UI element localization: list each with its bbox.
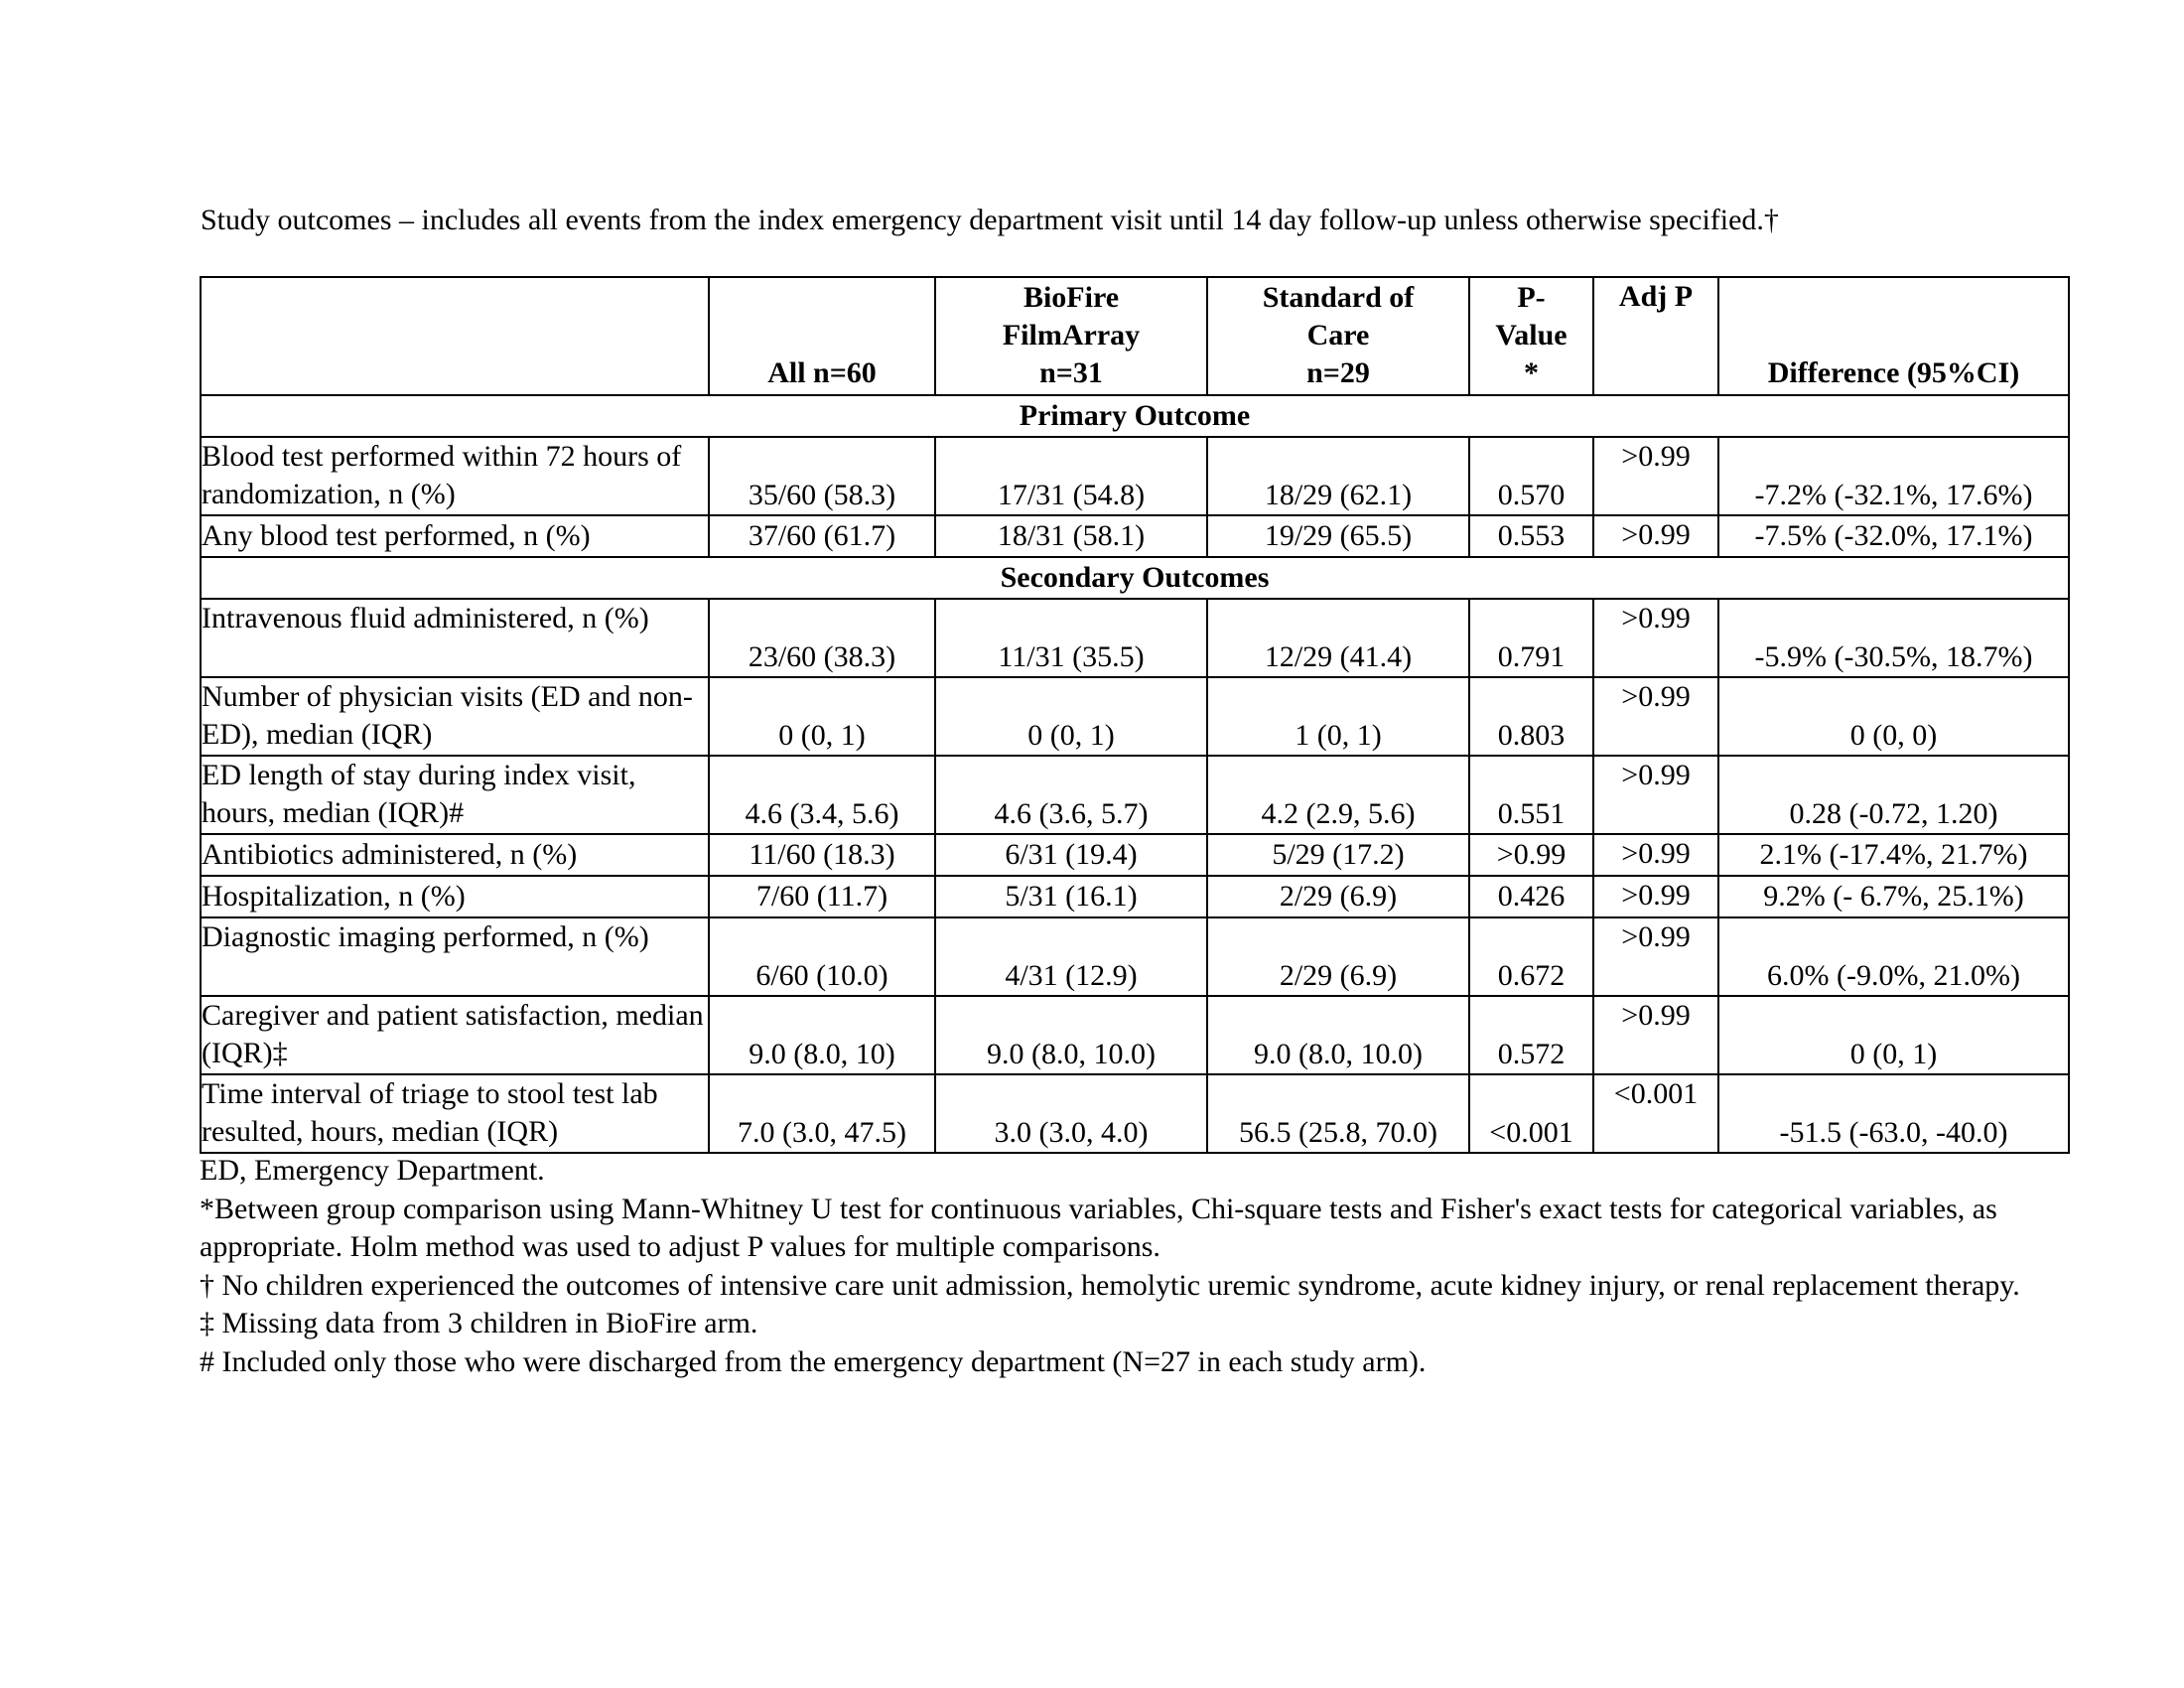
cell-biofire: 11/31 (35.5) [935, 599, 1207, 677]
table-row [201, 437, 2069, 515]
cell-all: 7.0 (3.0, 47.5) [709, 1074, 935, 1153]
cell-standard-of-care: 5/29 (17.2) [1207, 834, 1469, 876]
cell-standard-of-care: 9.0 (8.0, 10.0) [1207, 996, 1469, 1074]
outcome-label: ED length of stay during index visit, hours, median (IQR)# [201, 756, 709, 834]
header-p-line3: * [1524, 356, 1539, 389]
cell-all: 0 (0, 1) [709, 677, 935, 756]
cell-p-value: <0.001 [1469, 1074, 1593, 1153]
cell-all: 23/60 (38.3) [709, 599, 935, 677]
cell-biofire: 4/31 (12.9) [935, 917, 1207, 996]
cell-p-value: 0.791 [1469, 599, 1593, 677]
cell-adj-p: >0.99 [1593, 599, 1718, 677]
cell-all: 37/60 (61.7) [709, 515, 935, 557]
cell-adj-p: >0.99 [1593, 756, 1718, 834]
table-body [201, 395, 2069, 1153]
header-soc-line1: Standard of [1262, 281, 1415, 314]
table-row [201, 834, 2069, 876]
cell-difference: -5.9% (-30.5%, 18.7%) [1718, 599, 2069, 677]
outcomes-table [200, 276, 2070, 1154]
cell-p-value: 0.551 [1469, 756, 1593, 834]
cell-standard-of-care: 19/29 (65.5) [1207, 515, 1469, 557]
header-soc-line2: Care [1306, 319, 1370, 352]
cell-p-value: 0.672 [1469, 917, 1593, 996]
cell-all: 4.6 (3.4, 5.6) [709, 756, 935, 834]
cell-difference: -7.2% (-32.1%, 17.6%) [1718, 437, 2069, 515]
cell-p-value: 0.570 [1469, 437, 1593, 515]
cell-adj-p: >0.99 [1593, 996, 1718, 1074]
header-p-line1: P- [1517, 281, 1546, 314]
header-row [201, 277, 2069, 395]
cell-standard-of-care: 12/29 (41.4) [1207, 599, 1469, 677]
cell-standard-of-care: 4.2 (2.9, 5.6) [1207, 756, 1469, 834]
table-row [201, 996, 2069, 1074]
cell-adj-p: >0.99 [1593, 876, 1718, 917]
table-row [201, 876, 2069, 917]
cell-standard-of-care: 56.5 (25.8, 70.0) [1207, 1074, 1469, 1153]
cell-biofire: 6/31 (19.4) [935, 834, 1207, 876]
header-difference-label: Difference (95%CI) [1767, 356, 2020, 389]
cell-biofire: 17/31 (54.8) [935, 437, 1207, 515]
header-all [709, 277, 935, 395]
cell-p-value: >0.99 [1469, 834, 1593, 876]
cell-all: 11/60 (18.3) [709, 834, 935, 876]
footnote-hash: # Included only those who were discharged from the emergency department (N=27 in each study arm). [200, 1344, 1427, 1378]
cell-standard-of-care: 18/29 (62.1) [1207, 437, 1469, 515]
header-biofire-line1: BioFire [1023, 281, 1120, 314]
header-soc-line3: n=29 [1306, 356, 1370, 389]
cell-p-value: 0.803 [1469, 677, 1593, 756]
cell-standard-of-care: 2/29 (6.9) [1207, 876, 1469, 917]
header-biofire [935, 277, 1207, 395]
header-difference [1718, 277, 2069, 395]
footnote-statistics: *Between group comparison using Mann-Whitney U test for continuous variables, Chi-square tests and Fisher's exact tests for categorical variables, as appropriate. Holm method was used to adjust P values for multiple comparisons. [200, 1192, 1997, 1263]
header-p-value [1469, 277, 1593, 395]
cell-adj-p: >0.99 [1593, 515, 1718, 557]
footnote-dagger: † No children experienced the outcomes of intensive care unit admission, hemolytic uremic syndrome, acute kidney injury, or renal replacement therapy. [200, 1268, 2020, 1302]
section-row [201, 557, 2069, 599]
footnote-double-dagger: ‡ Missing data from 3 children in BioFire arm. [200, 1307, 758, 1339]
header-blank [201, 277, 709, 395]
header-all-label: All n=60 [767, 356, 877, 389]
table-row [201, 917, 2069, 996]
header-standard-of-care [1207, 277, 1469, 395]
cell-p-value: 0.426 [1469, 876, 1593, 917]
outcome-label: Caregiver and patient satisfaction, median (IQR)‡ [201, 996, 709, 1074]
outcome-label: Intravenous fluid administered, n (%) [201, 599, 709, 677]
table-row [201, 515, 2069, 557]
cell-difference: -51.5 (-63.0, -40.0) [1718, 1074, 2069, 1153]
table-row [201, 599, 2069, 677]
table-caption: Study outcomes – includes all events from the index emergency department visit until 14 day follow-up unless otherwise specified.† [201, 204, 1779, 236]
cell-all: 9.0 (8.0, 10) [709, 996, 935, 1074]
cell-all: 35/60 (58.3) [709, 437, 935, 515]
header-p-line2: Value [1495, 319, 1568, 352]
header-biofire-line2: FilmArray [1002, 319, 1141, 352]
table-row [201, 1074, 2069, 1153]
cell-p-value: 0.572 [1469, 996, 1593, 1074]
cell-all: 7/60 (11.7) [709, 876, 935, 917]
header-adj-p [1593, 277, 1718, 395]
outcome-label: Time interval of triage to stool test lab resulted, hours, median (IQR) [201, 1074, 709, 1153]
cell-difference: -7.5% (-32.0%, 17.1%) [1718, 515, 2069, 557]
footnotes [200, 1152, 2086, 1381]
outcome-label: Any blood test performed, n (%) [201, 515, 709, 557]
section-title: Primary Outcome [201, 395, 2069, 437]
outcome-label: Hospitalization, n (%) [201, 876, 709, 917]
table-row [201, 677, 2069, 756]
cell-biofire: 3.0 (3.0, 4.0) [935, 1074, 1207, 1153]
cell-biofire: 5/31 (16.1) [935, 876, 1207, 917]
cell-adj-p: >0.99 [1593, 437, 1718, 515]
cell-difference: 9.2% (- 6.7%, 25.1%) [1718, 876, 2069, 917]
cell-p-value: 0.553 [1469, 515, 1593, 557]
cell-adj-p: >0.99 [1593, 677, 1718, 756]
header-adj-p-label: Adj P [1618, 280, 1694, 313]
outcome-label: Number of physician visits (ED and non-ED), median (IQR) [201, 677, 709, 756]
cell-standard-of-care: 1 (0, 1) [1207, 677, 1469, 756]
cell-biofire: 4.6 (3.6, 5.7) [935, 756, 1207, 834]
section-row [201, 395, 2069, 437]
cell-biofire: 9.0 (8.0, 10.0) [935, 996, 1207, 1074]
cell-adj-p: <0.001 [1593, 1074, 1718, 1153]
cell-all: 6/60 (10.0) [709, 917, 935, 996]
outcome-label: Antibiotics administered, n (%) [201, 834, 709, 876]
cell-adj-p: >0.99 [1593, 834, 1718, 876]
cell-adj-p: >0.99 [1593, 917, 1718, 996]
header-biofire-line3: n=31 [1039, 356, 1103, 389]
cell-standard-of-care: 2/29 (6.9) [1207, 917, 1469, 996]
cell-biofire: 0 (0, 1) [935, 677, 1207, 756]
footnote-abbreviation: ED, Emergency Department. [200, 1154, 545, 1187]
section-title: Secondary Outcomes [201, 557, 2069, 599]
cell-difference: 6.0% (-9.0%, 21.0%) [1718, 917, 2069, 996]
cell-biofire: 18/31 (58.1) [935, 515, 1207, 557]
cell-difference: 2.1% (-17.4%, 21.7%) [1718, 834, 2069, 876]
outcome-label: Blood test performed within 72 hours of randomization, n (%) [201, 437, 709, 515]
cell-difference: 0.28 (-0.72, 1.20) [1718, 756, 2069, 834]
outcome-label: Diagnostic imaging performed, n (%) [201, 917, 709, 996]
cell-difference: 0 (0, 1) [1718, 996, 2069, 1074]
table-row [201, 756, 2069, 834]
cell-difference: 0 (0, 0) [1718, 677, 2069, 756]
